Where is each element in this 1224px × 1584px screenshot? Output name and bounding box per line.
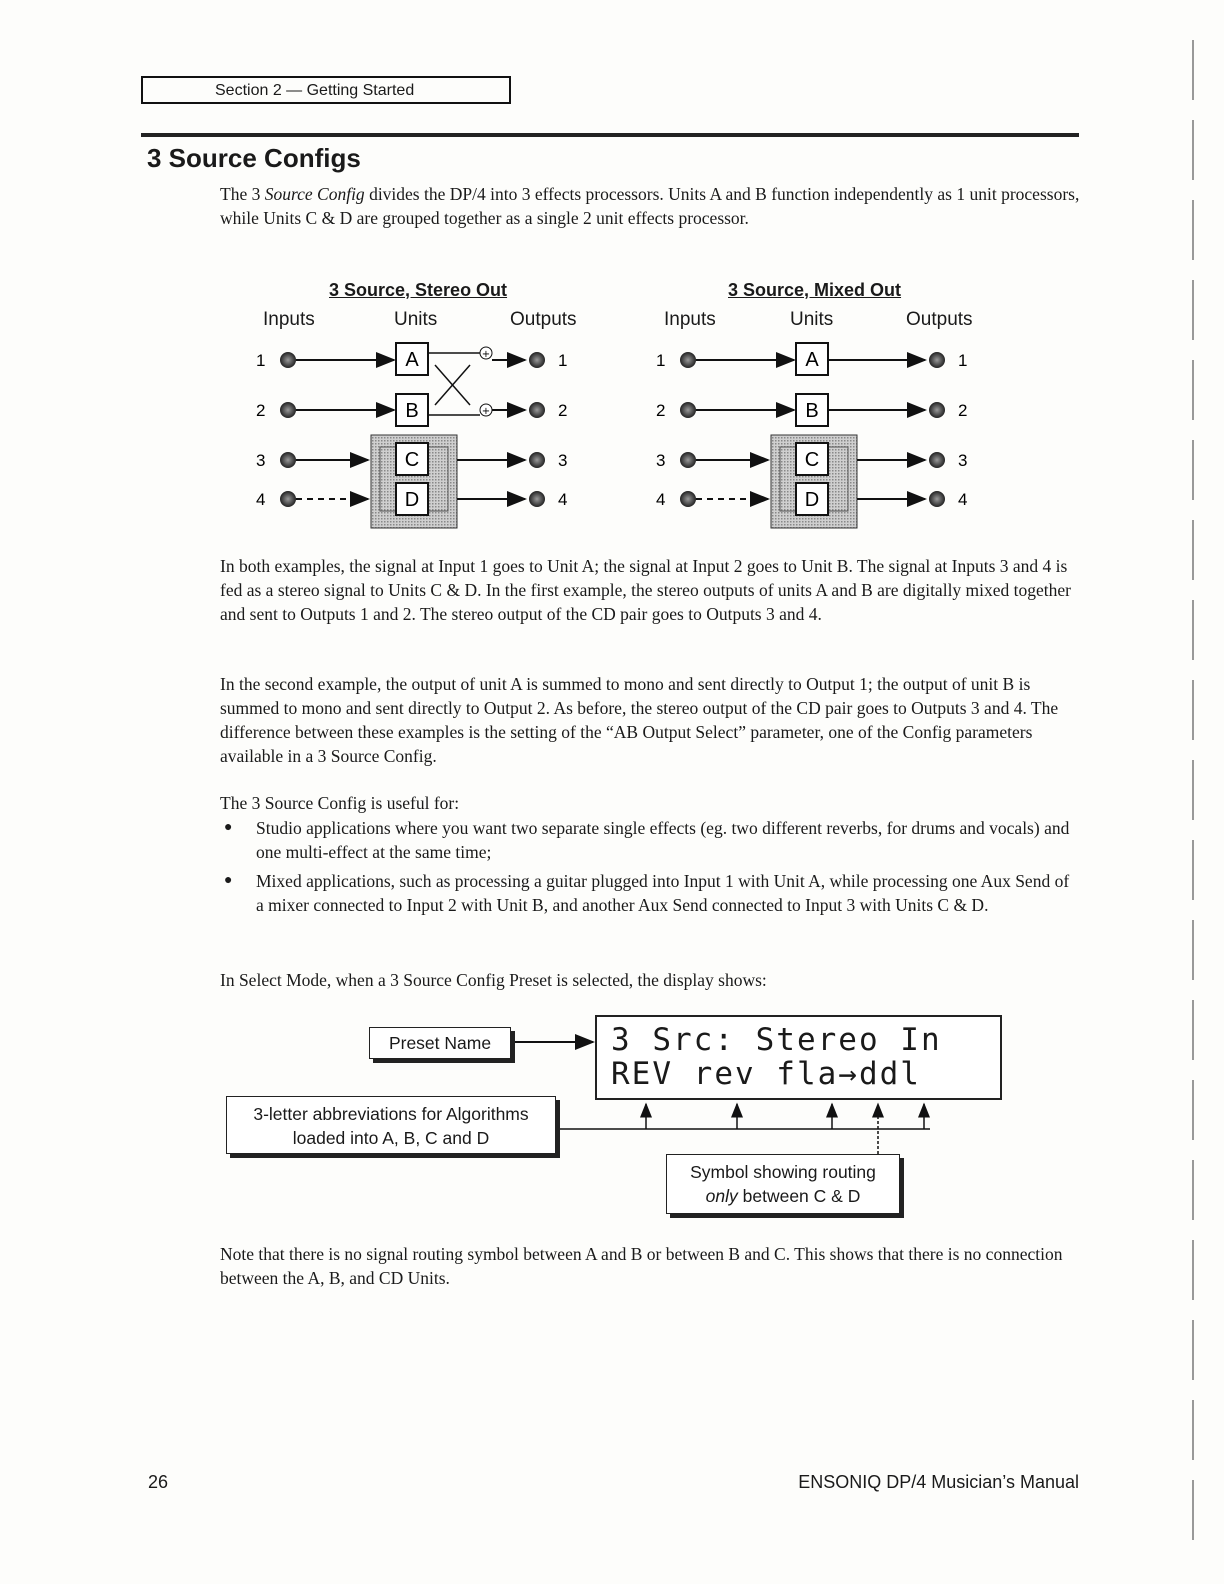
page-edge-mark <box>1192 280 1194 340</box>
page-title: 3 Source Configs <box>147 143 361 173</box>
intro-paragraph <box>220 182 1080 230</box>
stereo-diagram-title: 3 Source, Stereo Out <box>329 280 508 300</box>
routing-symbol-callout-line2 <box>667 1184 899 1208</box>
bullet-icon: ● <box>224 820 233 835</box>
manual-title: ENSONIQ DP/4 Musician’s Manual <box>798 1472 1079 1492</box>
routing-symbol-rest: between C & D <box>737 1186 861 1206</box>
page-edge-mark <box>1192 520 1194 580</box>
output-jack-icon <box>529 402 545 418</box>
stereo-out-num-2: 2 <box>558 401 568 420</box>
mixed-out-num-4: 4 <box>958 490 968 509</box>
stereo-out-num-4: 4 <box>558 490 568 509</box>
stereo-in-num-4: 4 <box>256 490 266 509</box>
abbreviations-callout <box>226 1096 556 1154</box>
bullet-item-studio: Studio applications where you want two separate single effects (eg. two different reverbs, for drums and vocals) and one multi-effect at the same time; <box>256 818 1070 862</box>
mixed-in-num-3: 3 <box>656 451 666 470</box>
page-edge-mark <box>1192 1160 1194 1220</box>
mixed-diagram <box>640 335 990 535</box>
page-edge-mark <box>1192 1400 1194 1460</box>
input-jack-icon <box>680 491 696 507</box>
stereo-in-num-2: 2 <box>256 401 266 420</box>
unit-d-label: D <box>404 489 420 511</box>
bullet-icon: ● <box>224 873 233 888</box>
mixed-units-header: Units <box>790 309 834 330</box>
unit-c-label: C <box>804 449 820 471</box>
output-jack-icon <box>529 352 545 368</box>
page-edge-mark <box>1192 120 1194 180</box>
input-jack-icon <box>280 402 296 418</box>
page-edge-mark <box>1192 440 1194 500</box>
intro-post: divides the DP/4 into 3 effects processors. Units A and B function independently as 1 unit processors, while Units C & D are grouped together as a single 2 unit effects processor. <box>220 184 1080 228</box>
routing-symbol-italic: only <box>705 1186 738 1206</box>
mixed-out-num-3: 3 <box>958 451 968 470</box>
stereo-in-num-3: 3 <box>256 451 266 470</box>
output-jack-icon <box>929 452 945 468</box>
input-jack-icon <box>280 352 296 368</box>
section-header <box>141 76 511 104</box>
paragraph-second-example: In the second example, the output of unit A is summed to mono and sent directly to Output 1; the output of unit B is summed to mono and sent directly to Output 2. As before, the stereo output of the CD pair goes to Outputs 3 and 4. The difference between these examples is the setting of the “AB Output Select” parameter, one of the Config parameters available in a 3 Source Config. <box>220 674 1059 766</box>
mixed-in-num-4: 4 <box>656 490 666 509</box>
unit-a-label: A <box>805 349 819 371</box>
page-edge-mark <box>1192 840 1194 900</box>
header-rule <box>141 133 1079 137</box>
lcd-line-2: REV rev fla→ddl <box>611 1056 921 1092</box>
lcd-line-1: 3 Src: Stereo In <box>611 1022 942 1058</box>
mixed-in-num-2: 2 <box>656 401 666 420</box>
mixed-out-num-2: 2 <box>958 401 968 420</box>
stereo-diagram <box>240 335 590 535</box>
mixed-outputs-header: Outputs <box>906 309 973 330</box>
stereo-outputs-header: Outputs <box>510 309 577 330</box>
output-jack-icon <box>929 491 945 507</box>
page-edge-mark <box>1192 1480 1194 1540</box>
stereo-out-num-3: 3 <box>558 451 568 470</box>
mixed-diagram-title: 3 Source, Mixed Out <box>728 280 902 300</box>
useful-intro: The 3 Source Config is useful for: <box>220 793 460 813</box>
unit-a-label: A <box>405 349 419 371</box>
section-header-label: Section 2 — Getting Started <box>215 82 415 99</box>
stereo-inputs-header: Inputs <box>263 309 315 330</box>
output-jack-icon <box>529 452 545 468</box>
mixed-out-num-1: 1 <box>958 351 968 370</box>
select-mode-text: In Select Mode, when a 3 Source Config Preset is selected, the display shows: <box>220 970 767 990</box>
input-jack-icon <box>680 452 696 468</box>
note-paragraph: Note that there is no signal routing symbol between A and B or between B and C. This shows that there is no connection between the A, B, and CD Units. <box>220 1244 1063 1288</box>
output-jack-icon <box>929 352 945 368</box>
page-edge-mark <box>1192 1080 1194 1140</box>
paragraph-both-examples: In both examples, the signal at Input 1 goes to Unit A; the signal at Input 2 goes to Unit B. The signal at Inputs 3 and 4 is fed as a stereo signal to Units C & D. In the first example, the stereo outputs of units A and B are digitally mixed together and sent to Outputs 1 and 2. The stereo output of the CD pair goes to Outputs 3 and 4. <box>220 556 1072 624</box>
stereo-units-header: Units <box>394 309 438 330</box>
page-edge-mark <box>1192 680 1194 740</box>
bullet-item-mixed: Mixed applications, such as processing a guitar plugged into Input 1 with Unit A, while processing one Aux Send of a mixer connected to Input 2 with Unit B, and another Aux Send connected to Input 3 with Units C & D. <box>256 871 1070 915</box>
mixed-inputs-header: Inputs <box>664 309 716 330</box>
page-edge-mark <box>1192 920 1194 980</box>
page-edge-mark <box>1192 600 1194 660</box>
intro-pre: The 3 <box>220 184 265 204</box>
page-edge-mark <box>1192 760 1194 820</box>
unit-b-label: B <box>805 400 819 422</box>
svg-text:+: + <box>481 406 491 417</box>
input-jack-icon <box>280 452 296 468</box>
input-jack-icon <box>680 352 696 368</box>
page-edge-mark <box>1192 200 1194 260</box>
routing-symbol-callout <box>666 1154 900 1214</box>
unit-b-label: B <box>405 400 419 422</box>
input-jack-icon <box>680 402 696 418</box>
page-edge-mark <box>1192 40 1194 100</box>
abbreviations-callout-line1: 3-letter abbreviations for Algorithms <box>253 1104 529 1124</box>
stereo-out-num-1: 1 <box>558 351 568 370</box>
svg-text:+: + <box>481 349 491 360</box>
page-edge-mark <box>1192 1320 1194 1380</box>
unit-d-label: D <box>804 489 820 511</box>
lcd-callout-lines <box>500 1030 950 1170</box>
output-jack-icon <box>529 491 545 507</box>
page-edge-mark <box>1192 1000 1194 1060</box>
input-jack-icon <box>280 491 296 507</box>
stereo-in-num-1: 1 <box>256 351 266 370</box>
output-jack-icon <box>929 402 945 418</box>
preset-name-callout: Preset Name <box>369 1027 511 1059</box>
intro-italic: Source Config <box>264 184 365 204</box>
page-edge-mark <box>1192 1240 1194 1300</box>
unit-c-label: C <box>404 449 420 471</box>
page-edge-mark <box>1192 360 1194 420</box>
page-number: 26 <box>148 1472 169 1492</box>
routing-symbol-callout-line1: Symbol showing routing <box>690 1162 876 1182</box>
mixed-in-num-1: 1 <box>656 351 666 370</box>
abbreviations-callout-line2: loaded into A, B, C and D <box>292 1128 490 1148</box>
